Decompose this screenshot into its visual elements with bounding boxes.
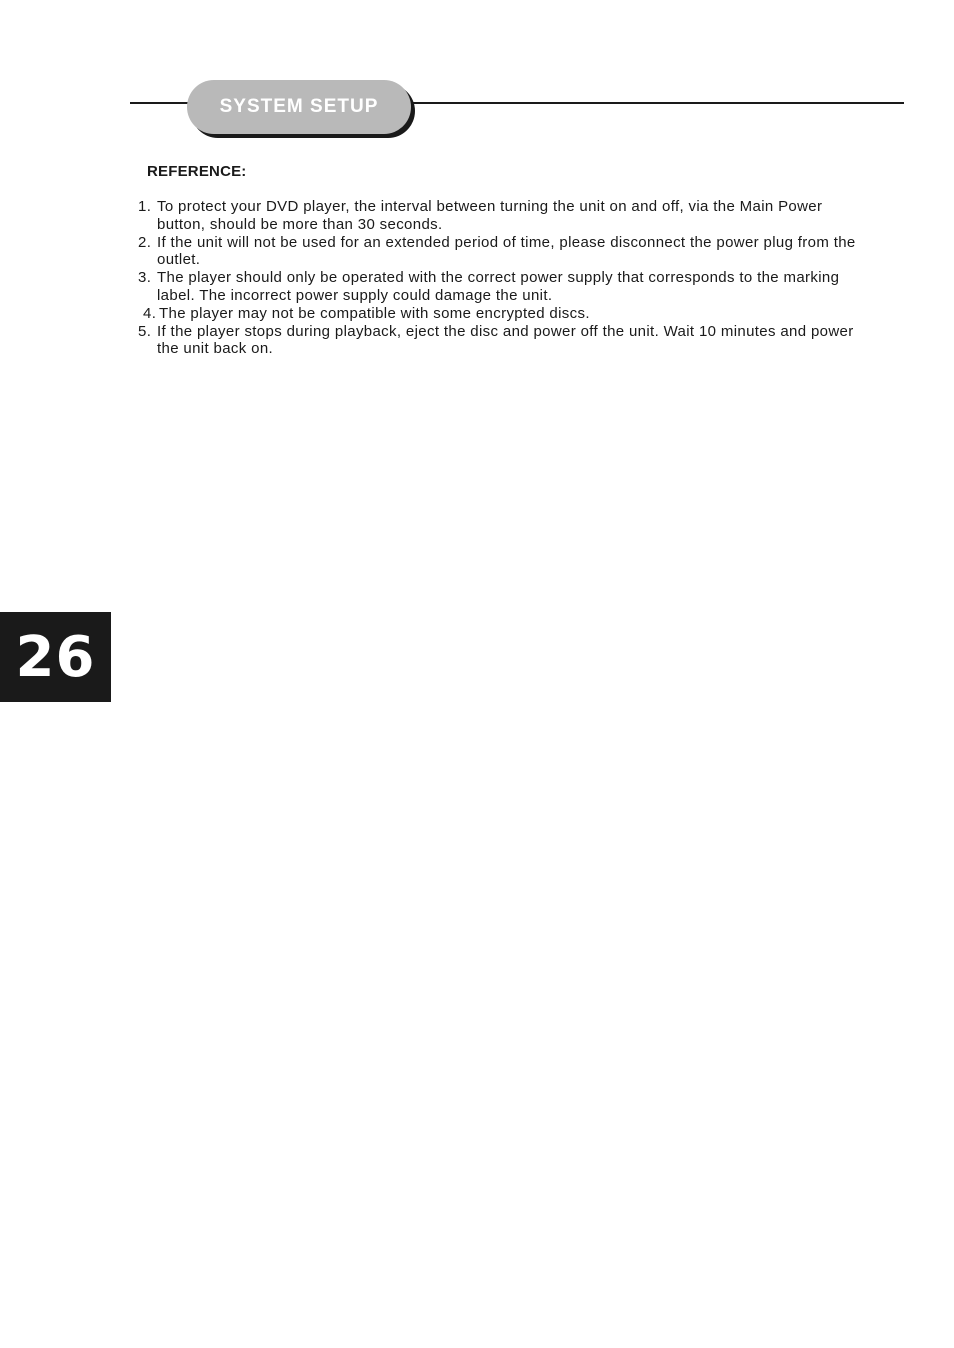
page-number: 26 [15, 624, 96, 690]
reference-item-2 [138, 234, 868, 270]
reference-heading: REFERENCE: [147, 163, 247, 180]
reference-item-text: The player should only be operated with the correct power supply that corresponds to the marking label. The incorrect power supply could damage the unit. [157, 269, 840, 304]
reference-item-number: 3. [138, 269, 152, 287]
reference-item-number: 2. [138, 233, 152, 251]
section-tab [187, 80, 411, 134]
reference-item-4 [138, 305, 868, 323]
reference-item-text: The player may not be compatible with some encrypted discs. [159, 304, 590, 322]
reference-item-number: 5. [138, 322, 152, 340]
reference-item-1 [138, 198, 868, 234]
reference-item-number: 1. [138, 198, 152, 215]
reference-item-text: If the player stops during playback, eject the disc and power off the unit. Wait 10 minutes and power the unit back on. [157, 322, 854, 358]
reference-item-5 [138, 323, 868, 359]
reference-item-text: If the unit will not be used for an extended period of time, please disconnect the power plug from the outlet. [157, 233, 856, 269]
section-title: SYSTEM SETUP [219, 96, 379, 117]
page-number-tab [0, 612, 111, 702]
reference-item-text: To protect your DVD player, the interval between turning the unit on and off, via the Main Power button, should be more than 30 seconds. [157, 198, 823, 233]
reference-item-3 [138, 269, 868, 305]
reference-item-number: 4. [143, 304, 157, 322]
reference-list [138, 198, 868, 358]
